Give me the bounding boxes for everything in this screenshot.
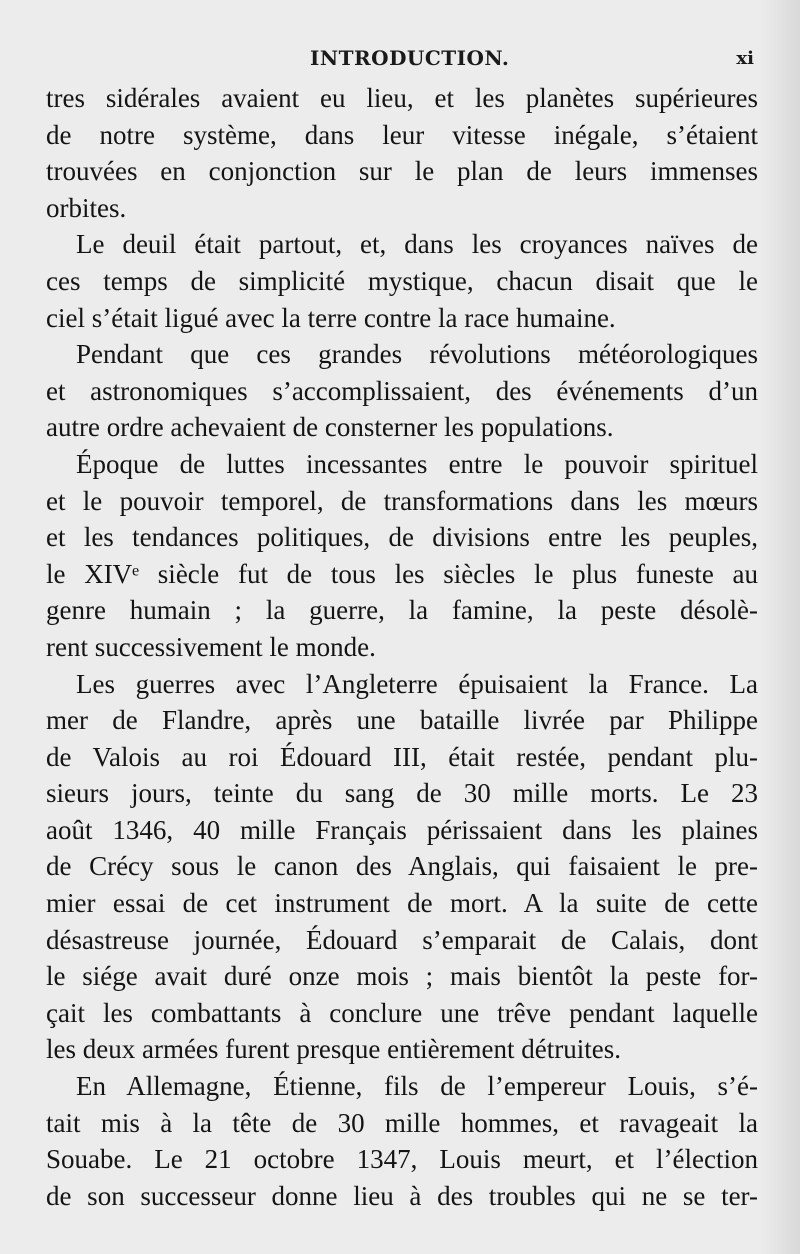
text-line: En Allemagne, Étienne, fils de l’empereur Louis, s’é-: [76, 1071, 758, 1102]
text-line: et les tendances politiques, de divisions entre les peuples,: [46, 522, 758, 553]
text-line: le XIVᵉ siècle fut de tous les siècles le plus funeste au: [46, 558, 758, 589]
text-line: orbites.: [46, 192, 127, 223]
text-line: Pendant que ces grandes révolutions météorologiques: [76, 339, 758, 370]
text-line: Le deuil était partout, et, dans les croyances naïves de: [76, 229, 758, 260]
text-line: tait mis à la tête de 30 mille hommes, et ravageait la: [46, 1107, 758, 1138]
text-line: de son successeur donne lieu à des troubles qui ne se ter-: [46, 1180, 758, 1211]
text-line: mer de Flandre, après une bataille livrée par Philippe: [46, 705, 758, 736]
text-line: çait les combattants à conclure une trêve pendant laquelle: [46, 997, 758, 1028]
text-line: août 1346, 40 mille Français périssaient dans les plaines: [46, 814, 758, 845]
text-line: de Valois au roi Édouard III, était restée, pendant plu-: [46, 741, 758, 772]
text-line: tres sidérales avaient eu lieu, et les planètes supérieures: [46, 83, 758, 113]
text-line: ces temps de simplicité mystique, chacun disait que le: [46, 265, 758, 296]
text-line: et astronomiques s’accomplissaient, des événements d’un: [46, 375, 758, 406]
text-line: autre ordre achevaient de consterner les populations.: [46, 412, 614, 443]
text-line: mier essai de cet instrument de mort. A la suite de cette: [46, 888, 758, 919]
text-line: Les guerres avec l’Angleterre épuisaient la France. La: [76, 668, 758, 699]
text-line: sieurs jours, teinte du sang de 30 mille morts. Le 23: [46, 778, 758, 809]
page-edge-shadow: [760, 0, 800, 1254]
running-head: [0, 46, 800, 76]
text-line: genre humain ; la guerre, la famine, la peste désolè-: [46, 595, 758, 626]
text-line: rent successivement le monde.: [46, 631, 376, 662]
text-line: désastreuse journée, Édouard s’emparait de Calais, dont: [46, 924, 758, 955]
text-line: de Crécy sous le canon des Anglais, qui faisaient le pre-: [46, 851, 758, 882]
page-number: xi: [736, 48, 754, 69]
text-line: Époque de luttes incessantes entre le pouvoir spirituel: [76, 448, 758, 479]
text-line: le siége avait duré onze mois ; mais bientôt la peste for-: [46, 961, 758, 992]
text-line: trouvées en conjonction sur le plan de leurs immenses: [46, 156, 758, 187]
text-line: les deux armées furent presque entièrement détruites.: [46, 1034, 622, 1065]
running-head-title: INTRODUCTION.: [310, 46, 510, 70]
text-line: et le pouvoir temporel, de transformations dans les mœurs: [46, 485, 758, 516]
text-line: ciel s’était ligué avec la terre contre la race humaine.: [46, 302, 616, 333]
body-text: [46, 80, 758, 1214]
text-line: de notre système, dans leur vitesse inégale, s’étaient: [46, 119, 758, 150]
text-line: Souabe. Le 21 octobre 1347, Louis meurt, et l’élection: [46, 1144, 758, 1175]
